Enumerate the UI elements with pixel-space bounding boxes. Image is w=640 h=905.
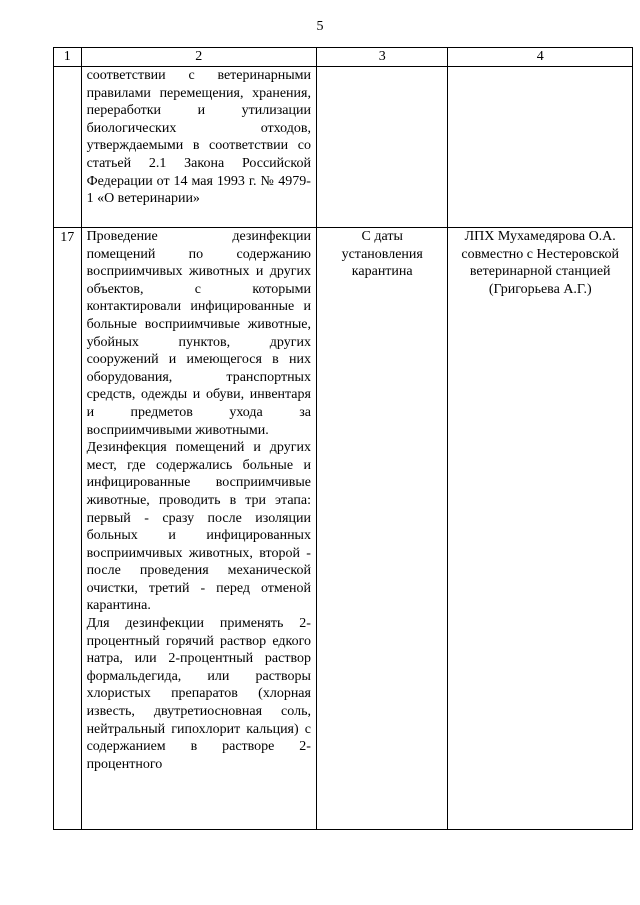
deadline-cell: С даты установления карантина: [316, 228, 447, 830]
measures-table: [53, 47, 633, 830]
measure-paragraph: Для дезинфекции применять 2-процентный горячий раствор едкого натра, или 2-процентный раствор формальдегида, или растворы хлористых препаратов (хлорная известь, двутретиосновная соль, нейтральный гипохлорит кальция) с содержанием в растворе 2-процентного: [86, 616, 311, 772]
measure-paragraph: Дезинфекция помещений и других мест, где содержались больные и инфицированные восприимчивые животные, проводить в три этапа: первый - сразу после изоляции больных и инфицированных восприимчивых животных, второй - после проведения механической очистки, третий - перед отменой карантина.: [86, 440, 311, 614]
measure-paragraph: Проведение дезинфекции помещений по содержанию восприимчивых животных и других объектов, с которыми контактировали инфицированные и больные восприимчивые животные, убойных пунктов, других сооружений и имеющегося в них оборудования, транспортных средств, одежды и обуви, инвентаря и предметов ухода за восприимчивыми животными.: [86, 229, 311, 438]
responsible-cell: ЛПХ Мухамедярова О.А. совместно с Нестеровской ветеринарной станцией (Григорьева А.Г.): [448, 228, 633, 830]
measure-description-cell: [81, 67, 316, 228]
measure-description: соответствии с ветеринарными правилами перемещения, хранения, переработки и утилизации биологических отходов, утверждаемыми в соответствии со статьей 2.1 Закона Российской Федерации от 14 мая 1993 г. № 4979-1 «О ветеринарии»: [86, 68, 311, 207]
measure-description-cell: [81, 228, 316, 830]
deadline-cell: [316, 67, 447, 228]
table-row: [54, 67, 633, 228]
table-header-row: [54, 48, 633, 67]
row-number-cell: [54, 67, 82, 228]
table-row: [54, 228, 633, 830]
page-number: 5: [316, 19, 324, 34]
row-number-cell: 17: [54, 228, 82, 830]
column-header: 4: [448, 48, 633, 67]
column-header: 2: [81, 48, 316, 67]
column-header: 1: [54, 48, 82, 67]
responsible-cell: [448, 67, 633, 228]
column-header: 3: [316, 48, 447, 67]
